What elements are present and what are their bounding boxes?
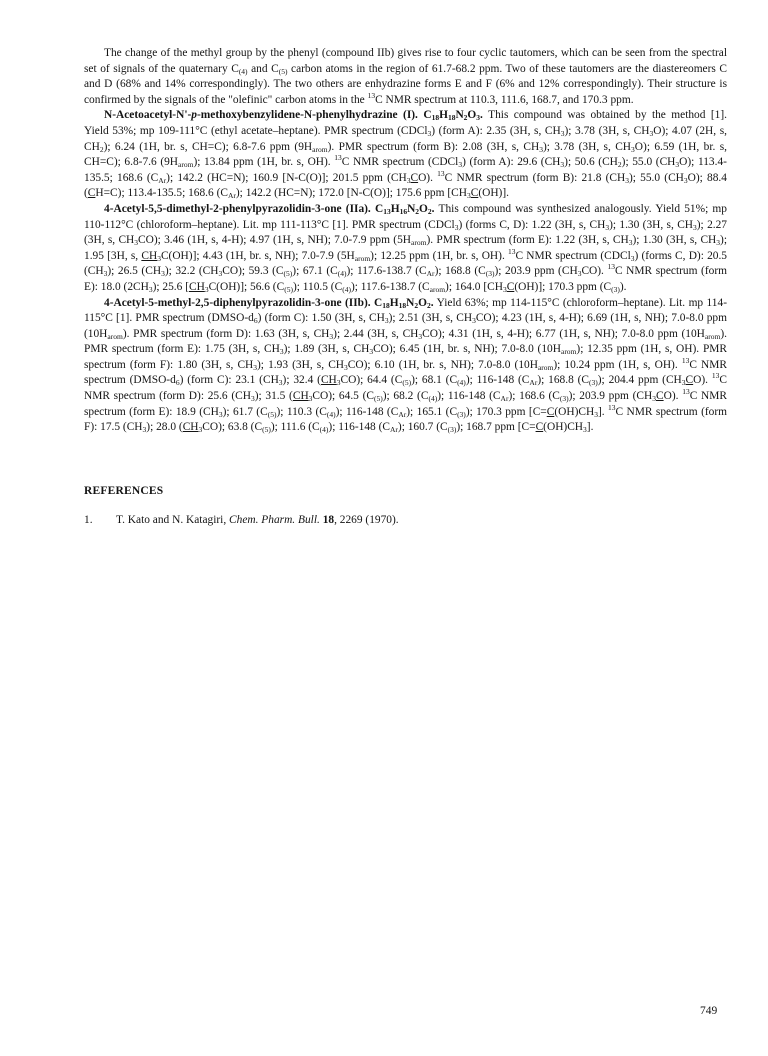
reference-volume: 18 [322, 513, 335, 526]
paragraph-compound-I: N-Acetoacetyl-N'-p-methoxybenzylidene-N-phenylhydrazine (I). $C_{18}H_{18}N_2O_3$. This compound was obtained by the method [1]. Yield 53%; mp 109-111°C (ethyl acetate–heptane). PMR spectrum (CDCl$_3$) (form A): 2.35 (3H, s, $CH_3$); 3.78 (3H, s, $CH_3O$); 4.07 (2H, s, $CH_2$); 6.24 (1H, br. s, CH=C); 6.8-7.6 ppm $(9H_{arom})$. PMR spectrum (form B): 2.08 (3H, s, $CH_3$); 3.78 (3H, s, $CH_3O$); 6.59 (1H, br. s, CH=C); 6.8-7.6 $(9H_{arom})$; 13.84 ppm (1H, br. s, OH). $^{13}$C NMR spectrum (CDCl$_3$) (form A): 29.6 $(CH_3)$; 50.6 $(CH_2)$; 55.0 $(CH_3O)$; 113.4-135.5; 168.6 $(C_{Ar})$; 142.2 (HC=N); 160.9 [N-C(O)]; 201.5 ppm $(CH_3CO)$. $^{13}$C NMR spectrum (form B): 21.8 $(CH_3)$; 55.0 $(CH_3O)$; 88.4 (CH=C); 113.4-135.5; 168.6 $(C_{Ar})$; 142.2 (HC=N); 172.0 [N-C(O)]; 175.6 ppm $[CH_3C(OH)]$. [84, 109, 728, 201]
reference-journal: Chem. Pharm. Bull. [229, 513, 320, 526]
reference-authors: T. Kato and N. Katagiri, [116, 513, 230, 526]
paragraph-compound-IIa: 4-Acetyl-5,5-dimethyl-2-phenylpyrazolidin-3-one (IIa). $C_{13}H_{16}N_2O_2$. This compound was synthesized analogously. Yield 51%; mp 110-112°C (chloroform–heptane). Lit. mp 111-113°C [1]. PMR spectrum (CDCl$_3$) (forms C, D): 1.22 (3H, s, $CH_3$); 1.30 (3H, s, $CH_3$); 2.27 (3H, s, $CH_3CO$); 3.46 (1H, s, 4-H); 4.97 (1H, s, NH); 7.0-7.9 ppm $(5H_{arom})$. PMR spectrum (form E): 1.22 (3H, s, $CH_3$); 1.30 (3H, s, $CH_3$); 1.95 [3H, s, $CH_3C(OH)$]; 4.43 (1H, br. s, NH); 7.0-7.9 $(5H_{arom})$; 12.25 ppm (1H, br. s, OH). $^{13}$C NMR spectrum (CDCl$_3$) (forms C, D): 20.5 $(CH_3)$; 26.5 $(CH_3)$; 32.2 $(CH_3CO)$; 59.3 $(C_{(5)})$; 67.1 $(C_{(4)})$; 117.6-138.7 $(C_{Ar})$; 168.8 $(C_{(3)})$; 203.9 ppm $(CH_3CO)$. $^{13}$C NMR spectrum (form E): 18.0 $(2CH_3)$; 25.6 $[CH_3C(OH)]$; 56.6 $(C_{(5)})$; 110.5 $(C_{(4)})$; 117.6-138.7 $(C_{arom})$; 164.0 $[CH_3C(OH)]$; 170.3 ppm $(C_{(3)})$. [84, 202, 728, 294]
page-body [84, 46, 727, 528]
paragraph-intro: The change of the methyl group by the phenyl (compound IIb) gives rise to four cyclic tautomers, which can be seen from the spectral set of signals of the quaternary $C_{(4)}$ and $C_{(5)}$ carbon atoms in the region of 61.7-68.2 ppm. Two of these tautomers are the diastereomers C and D (68% and 14% correspondingly). The two others are enhydrazine forms E and F (6% and 12% correspondingly). Their structure is confirmed by the signals of the "olefinic" carbon atoms in the $^{13}$C NMR spectrum at 110.3, 111.6, 168.7, and 170.3 ppm. [84, 47, 727, 106]
reference-item [84, 513, 727, 528]
reference-rest: , 2269 (1970). [334, 513, 399, 526]
reference-text [116, 513, 399, 528]
page-number: 749 [700, 1005, 718, 1017]
references-heading: REFERENCES [84, 484, 164, 497]
paragraph-compound-IIb: 4-Acetyl-5-methyl-2,5-diphenylpyrazolidin-3-one (IIb). $C_{18}H_{18}N_2O_2$. Yield 63%; mp 114-115°C (chloroform–heptane). Lit. mp 114-115°C [1]. PMR spectrum $(DMSO-d_6)$ (form C): 1.50 (3H, s, $CH_3$); 2.51 (3H, s, $CH_3CO$); 4.23 (1H, s, 4-H); 6.69 (1H, s, NH); 7.0-8.0 ppm $(10H_{arom})$. PMR spectrum (form D): 1.63 (3H, s, $CH_3$); 2.44 (3H, s, $CH_3CO$); 4.31 (1H, s, 4-H); 6.77 (1H, s, NH); 7.0-8.0 ppm $(10H_{arom})$. PMR spectrum (form E): 1.75 (3H, s, $CH_3$); 1.89 (3H, s, $CH_3CO$); 6.45 (1H, br. s, NH); 7.0-8.0 $(10H_{arom})$; 12.35 ppm (1H, s, OH). PMR spectrum (form F): 1.80 (3H, s, $CH_3$); 1.93 (3H, s, $CH_3CO$); 6.10 (1H, br. s, NH); 7.0-8.0 $(10H_{arom})$; 10.24 ppm (1H, s, OH). $^{13}$C NMR spectrum $(DMSO-d_6)$ (form C): 23.1 $(CH_3)$; 32.4 $(CH_3CO)$; 64.4 $(C_{(5)})$; 68.1 $(C_{(4)})$; 116-148 $(C_{Ar})$; 168.8 $(C_{(3)})$; 204.4 ppm $(CH_3CO)$. $^{13}$C NMR spectrum (form D): 25.6 $(CH_3)$; 31.5 $(CH_3CO)$; 64.5 $(C_{(5)})$; 68.2 $(C_{(4)})$; 116-148 $(C_{Ar})$; 168.6 $(C_{(3)})$; 203.9 ppm $(CH_3CO)$. $^{13}$C NMR spectrum (form E): 18.9 $(CH_3)$; 61.7 $(C_{(5)})$; 110.3 $(C_{(4)})$; 116-148 $(C_{Ar})$; 165.1 $(C_{(3)})$; 170.3 ppm $[C=C(OH)CH_3]$. $^{13}$C NMR spectrum (form F): 17.5 $(CH_3)$; 28.0 $(CH_3CO)$; 63.8 $(C_{(5)})$; 111.6 $(C_{(4)})$; 116-148 $(C_{Ar})$; 160.7 $(C_{(3)})$; 168.7 ppm $[C=C(OH)CH_3]$. [84, 296, 728, 435]
reference-number: 1. [84, 513, 93, 526]
